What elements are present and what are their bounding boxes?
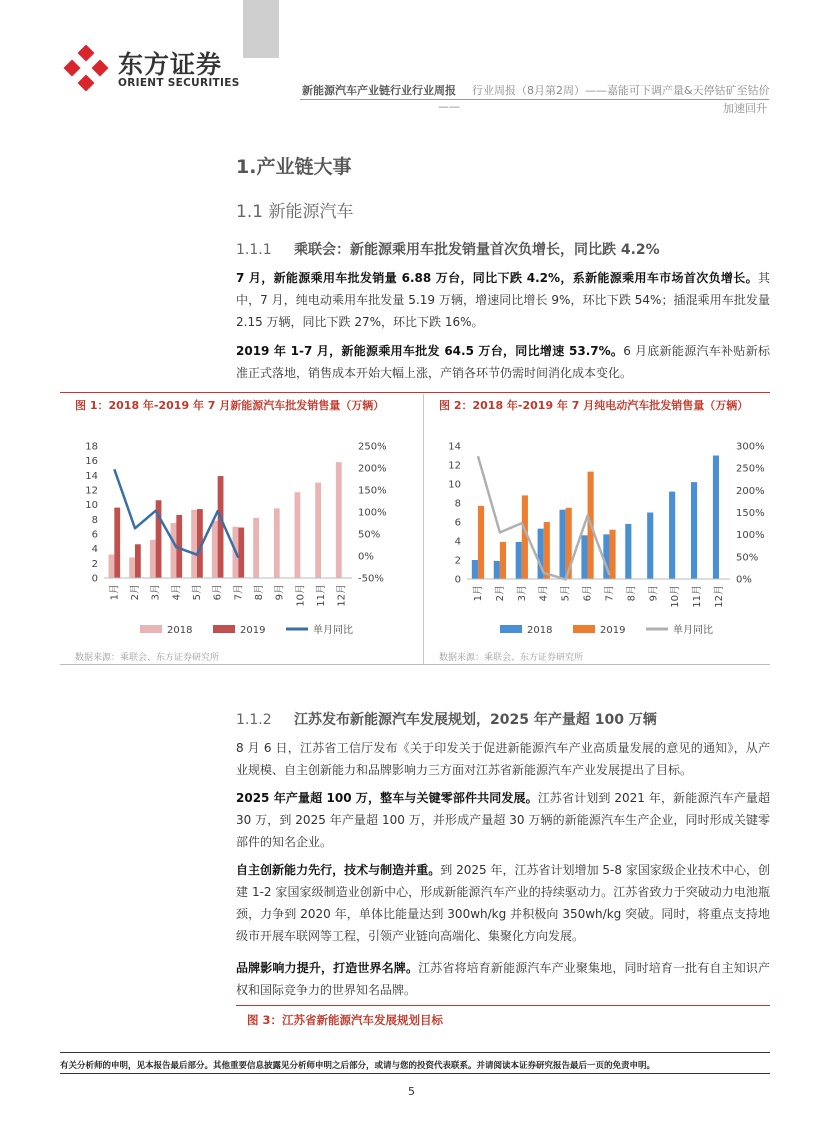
y2-tick-label: 50% bbox=[358, 529, 381, 541]
figure-bottom-rule bbox=[60, 664, 770, 665]
x-tick-label: 4月 bbox=[538, 585, 550, 602]
bar-2018 bbox=[191, 510, 197, 578]
figure-2-source: 数据来源：乘联会、东方证券研究所 bbox=[439, 653, 584, 663]
bar-2018 bbox=[150, 540, 156, 578]
x-tick-label: 6月 bbox=[212, 584, 224, 601]
y2-tick-label: 100% bbox=[358, 507, 387, 519]
x-tick-label: 9月 bbox=[274, 584, 286, 601]
y2-tick-label: -50% bbox=[358, 573, 384, 585]
y-tick-label: 14 bbox=[448, 441, 461, 453]
x-tick-label: 1月 bbox=[109, 584, 121, 601]
bar-2018 bbox=[212, 521, 218, 578]
bar-2018 bbox=[171, 523, 177, 578]
y-tick-label: 10 bbox=[85, 500, 98, 512]
report-subtitle: 行业周报（8月第2周）——嘉能可下调产量&天停钴矿至钴价 bbox=[472, 84, 770, 97]
y2-tick-label: 50% bbox=[736, 552, 759, 564]
footer-rule-top bbox=[60, 1052, 770, 1053]
y-tick-label: 16 bbox=[85, 456, 98, 468]
bar-2018 bbox=[647, 513, 653, 580]
x-tick-label: 3月 bbox=[516, 585, 528, 602]
paragraph-body: 到 2025 年，江苏省计划增加 5-8 家国家级企业技术中心，创建 1-2 家国家级制造业创新中心，形成新能源汽车产业的持续驱动力。江苏省致力于突破动力电池瓶颈，力争到 2020 年，单体比能量达到 300wh/kg 并积极向 350wh/kg 突破。同时，将重点支持地级市开展车联网等工程，引领产业链向高端化、集聚化方向发展。 bbox=[236, 863, 770, 943]
bar-2018 bbox=[494, 561, 500, 579]
legend-label: 2018 bbox=[167, 625, 193, 636]
bar-2019 bbox=[135, 544, 141, 578]
paragraph bbox=[236, 859, 770, 947]
x-tick-label: 10月 bbox=[670, 585, 682, 608]
paragraph-lead: 7 月，新能源乘用车批发销量 6.88 万台，同比下跌 4.2%，系新能源乘用车市场首次负增长。 bbox=[236, 271, 758, 285]
bar-2018 bbox=[336, 462, 342, 578]
y-tick-label: 6 bbox=[454, 517, 461, 529]
section-number: 1.1.2 bbox=[236, 712, 272, 728]
bar-2019 bbox=[500, 542, 506, 579]
x-tick-label: 6月 bbox=[582, 585, 594, 602]
orient-logo-icon bbox=[63, 45, 109, 91]
report-title: 新能源汽车产业链行业行业周报 bbox=[302, 84, 456, 97]
y-tick-label: 10 bbox=[448, 479, 461, 491]
bar-2019 bbox=[238, 528, 244, 578]
y2-tick-label: 100% bbox=[736, 530, 765, 542]
paragraph-lead: 自主创新能力先行，技术与制造并重。 bbox=[236, 863, 441, 877]
bar-2018 bbox=[472, 560, 478, 579]
paragraph bbox=[236, 957, 770, 1001]
paragraph-body: 其中，7 月，纯电动乘用车批发量 5.19 万辆，增速同比增长 9%，环比下跌 54%；插混乘用车批发量 2.15 万辆，同比下跌 27%，环比下跌 16%。 bbox=[236, 271, 770, 329]
report-subtitle-dash: —— bbox=[438, 100, 460, 113]
section-heading-1-1: 1.1 新能源汽车 bbox=[236, 202, 354, 222]
section-heading-1-1-1 bbox=[236, 239, 660, 259]
x-tick-label: 10月 bbox=[295, 584, 307, 607]
y2-tick-label: 0% bbox=[736, 574, 752, 586]
y-tick-label: 4 bbox=[91, 544, 98, 556]
x-tick-label: 8月 bbox=[254, 584, 265, 601]
x-tick-label: 1月 bbox=[472, 585, 484, 602]
x-tick-label: 7月 bbox=[233, 584, 245, 601]
page-number: 5 bbox=[408, 1085, 415, 1098]
paragraph-lead: 2025 年产量超 100 万，整车与关键零部件共同发展。 bbox=[236, 791, 538, 805]
section-title: 乘联会：新能源乘用车批发销量首次负增长，同比跌 4.2% bbox=[294, 242, 660, 258]
y-tick-label: 8 bbox=[91, 514, 98, 526]
legend-label: 2019 bbox=[240, 625, 266, 636]
bar-2018 bbox=[559, 510, 565, 579]
bar-2019 bbox=[114, 508, 120, 578]
legend-label: 2018 bbox=[527, 625, 553, 636]
bar-2019 bbox=[544, 522, 550, 579]
legend-swatch bbox=[573, 625, 595, 633]
figure-3-caption: 图 3：江苏省新能源汽车发展规划目标 bbox=[247, 1013, 444, 1027]
y-tick-label: 2 bbox=[454, 555, 461, 567]
section-heading-1: 1.产业链大事 bbox=[236, 156, 352, 178]
figure-top-rule bbox=[60, 392, 770, 393]
bar-2018 bbox=[691, 482, 697, 579]
x-tick-label: 2月 bbox=[494, 585, 506, 602]
paragraph: 8 月 6 日，江苏省工信厅发布《关于印发关于促进新能源汽车产业高质量发展的意见的通知》，从产业规模、自主创新能力和品牌影响力三方面对江苏省新能源汽车产业发展提出了目标。 bbox=[236, 741, 770, 777]
report-subtitle-continued: 加速回升 bbox=[723, 102, 767, 115]
footer-rule-bottom bbox=[60, 1073, 770, 1074]
x-tick-label: 11月 bbox=[692, 585, 704, 608]
chart-1 bbox=[60, 428, 420, 646]
x-tick-label: 5月 bbox=[192, 584, 203, 601]
y-tick-label: 8 bbox=[454, 498, 461, 510]
y-tick-label: 2 bbox=[91, 558, 98, 570]
figure-3-rule bbox=[236, 1005, 770, 1006]
x-tick-label: 12月 bbox=[714, 585, 726, 608]
paragraph-body: 江苏省计划到 2021 年，新能源汽车产量超 30 万，到 2025 年产量超 100 万，并形成产量超 30 万辆的新能源汽车生产企业，同时形成关键零部件的知名企业。 bbox=[236, 791, 770, 849]
footer-disclaimer: 有关分析师的申明，见本报告最后部分。其他重要信息披露见分析师申明之后部分，或请与您的投资代表联系。并请阅读本证券研究报告最后一页的免责申明。 bbox=[60, 1061, 656, 1071]
y2-tick-label: 250% bbox=[358, 441, 387, 453]
y2-tick-label: 300% bbox=[736, 441, 765, 453]
figure-1-source: 数据来源：乘联会、东方证券研究所 bbox=[75, 653, 220, 663]
x-tick-label: 3月 bbox=[150, 584, 162, 601]
figure-2-caption: 图 2：2018 年-2019 年 7 月纯电动汽车批发销售量（万辆） bbox=[439, 399, 749, 412]
section-heading-1-1-2 bbox=[236, 709, 657, 729]
x-tick-label: 4月 bbox=[171, 584, 183, 601]
y2-tick-label: 150% bbox=[358, 485, 387, 497]
y2-tick-label: 0% bbox=[358, 551, 374, 563]
bar-2019 bbox=[478, 506, 484, 579]
y-tick-label: 14 bbox=[85, 470, 98, 482]
y-tick-label: 0 bbox=[91, 573, 98, 585]
bar-2019 bbox=[218, 476, 224, 578]
x-tick-label: 12月 bbox=[336, 584, 348, 607]
paragraph-body: 江苏省将培育新能源汽车产业聚集地，同时培育一批有自主知识产权和国际竞争力的世界知名品牌。 bbox=[236, 961, 770, 997]
x-tick-label: 9月 bbox=[648, 585, 660, 602]
x-tick-label: 8月 bbox=[626, 585, 638, 602]
y-tick-label: 6 bbox=[91, 529, 98, 541]
y-tick-label: 12 bbox=[85, 485, 98, 497]
legend-label: 单月同比 bbox=[673, 625, 713, 636]
y-tick-label: 18 bbox=[85, 441, 98, 453]
paragraph bbox=[236, 267, 770, 333]
bar-2018 bbox=[625, 524, 631, 579]
bar-2018 bbox=[129, 557, 135, 578]
legend-swatch bbox=[500, 625, 522, 633]
y2-tick-label: 250% bbox=[736, 463, 765, 475]
paragraph-body: 6 月底新能源汽车补贴新标准正式落地，销售成本开始大幅上涨，产销各环节仍需时间消化成本变化。 bbox=[236, 344, 771, 380]
x-tick-label: 11月 bbox=[316, 584, 327, 607]
y-tick-label: 0 bbox=[454, 574, 461, 586]
legend-swatch bbox=[213, 625, 235, 633]
bar-2018 bbox=[274, 508, 280, 578]
bar-2018 bbox=[581, 535, 587, 579]
figure-1-caption: 图 1：2018 年-2019 年 7 月新能源汽车批发销售量（万辆） bbox=[75, 399, 385, 412]
section-number: 1.1.1 bbox=[236, 242, 272, 258]
section-title: 江苏发布新能源汽车发展规划，2025 年产量超 100 万辆 bbox=[294, 712, 657, 728]
bar-2019 bbox=[609, 530, 615, 579]
y2-tick-label: 150% bbox=[736, 508, 765, 519]
paragraph-lead: 品牌影响力提升，打造世界名牌。 bbox=[236, 961, 419, 975]
y-tick-label: 4 bbox=[454, 536, 461, 548]
paragraph bbox=[236, 787, 770, 853]
y2-tick-label: 200% bbox=[358, 463, 387, 475]
chart-2 bbox=[425, 428, 770, 646]
bar-2018 bbox=[516, 542, 522, 579]
x-tick-label: 2月 bbox=[130, 584, 141, 601]
bar-2018 bbox=[315, 483, 321, 578]
header-gray-block bbox=[243, 0, 279, 58]
bar-2018 bbox=[109, 555, 115, 578]
logo-english-name: ORIENT SECURITIES bbox=[118, 77, 240, 89]
x-tick-label: 5月 bbox=[560, 585, 572, 602]
x-tick-label: 7月 bbox=[604, 585, 616, 602]
paragraph-lead: 2019 年 1-7 月，新能源乘用车批发 64.5 万台，同比增速 53.7%。 bbox=[236, 344, 624, 358]
bar-2018 bbox=[253, 518, 259, 578]
header-divider bbox=[300, 99, 769, 100]
figure-separator bbox=[423, 394, 424, 664]
bar-2018 bbox=[713, 456, 719, 580]
bar-2018 bbox=[295, 492, 301, 578]
y2-tick-label: 200% bbox=[736, 485, 765, 497]
legend-label: 单月同比 bbox=[313, 625, 353, 636]
paragraph bbox=[236, 340, 770, 384]
logo-chinese-name: 东方证券 bbox=[118, 50, 223, 79]
bar-2018 bbox=[669, 492, 675, 579]
legend-swatch bbox=[140, 625, 162, 633]
y-tick-label: 12 bbox=[448, 460, 461, 472]
legend-label: 2019 bbox=[600, 625, 626, 636]
